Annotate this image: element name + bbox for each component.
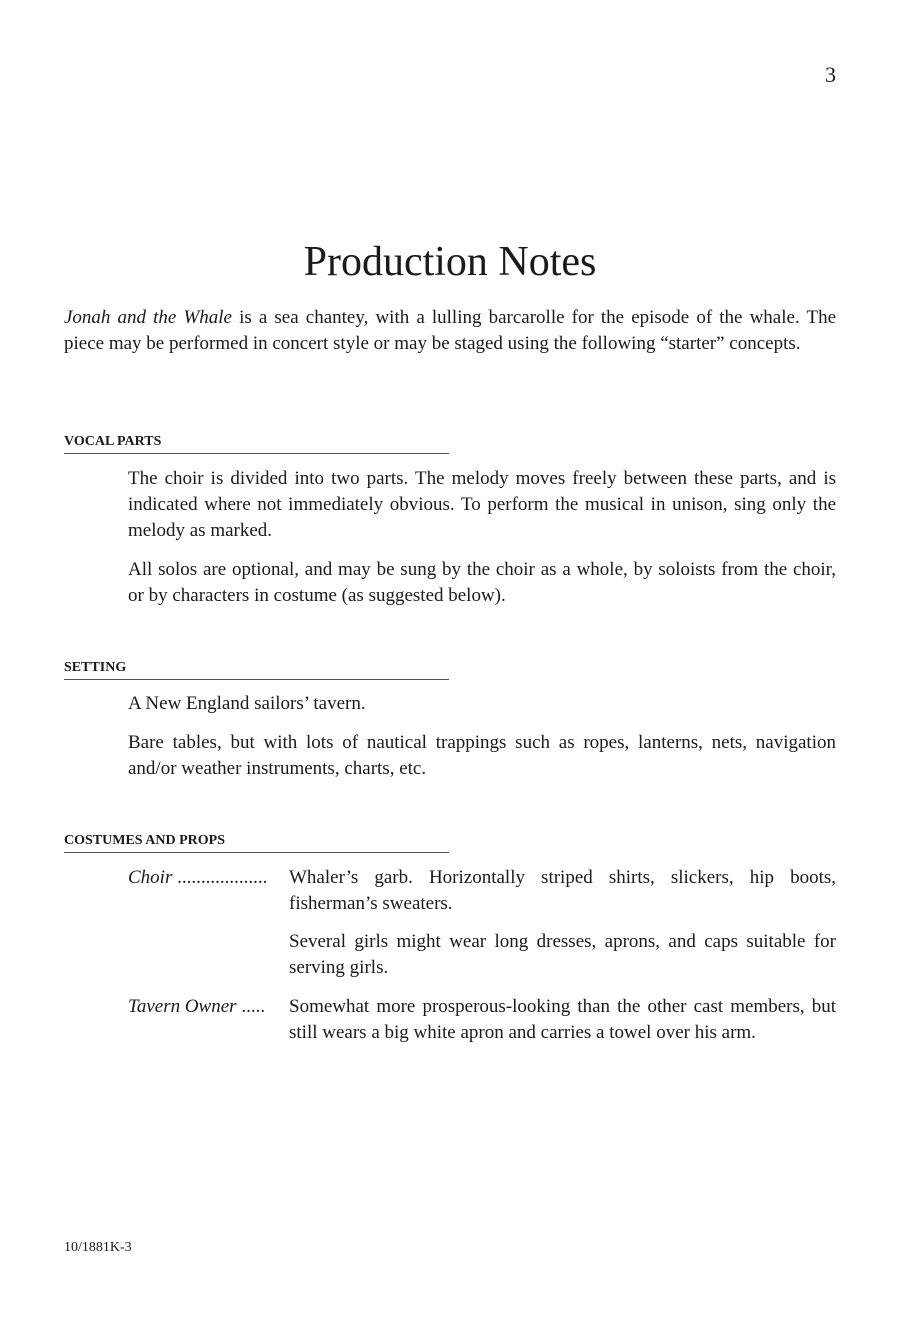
cast-name-tavern-owner — [128, 994, 288, 1020]
setting-heading: SETTING — [64, 660, 449, 680]
page-number: 3 — [825, 62, 836, 87]
intro-paragraph — [64, 305, 836, 357]
catalog-code: 10/1881K-3 — [64, 1240, 132, 1255]
setting-paragraph-1: A New England sailors’ tavern. — [128, 693, 366, 714]
cast-name-choir — [128, 865, 288, 891]
vocal-parts-heading: VOCAL PARTS — [64, 434, 449, 454]
vocal-parts-paragraph-2: All solos are optional, and may be sung by the choir as a whole, by soloists from the choir, or by characters in costume (as suggested below). — [128, 559, 836, 606]
cast-name-label: Tavern Owner — [128, 996, 237, 1017]
choir-description-1: Whaler’s garb. Horizontally striped shirts, slickers, hip boots, fisherman’s sweaters. — [289, 867, 836, 914]
intro-text: is a sea chantey, with a lulling barcarolle for the episode of the whale. The piece may be performed in concert style or may be staged using the following “starter” concepts. — [64, 307, 836, 354]
setting-paragraph-2: Bare tables, but with lots of nautical trappings such as ropes, lanterns, nets, navigation and/or weather instruments, charts, etc. — [128, 732, 836, 779]
leader-dots: ..... — [236, 996, 266, 1017]
work-title: Jonah and the Whale — [64, 307, 232, 328]
tavern-owner-description: Somewhat more prosperous-looking than the other cast members, but still wears a big white apron and carries a towel over his arm. — [289, 996, 836, 1043]
cast-name-label: Choir — [128, 867, 173, 888]
choir-description-2: Several girls might wear long dresses, aprons, and caps suitable for serving girls. — [289, 931, 836, 978]
costumes-heading: COSTUMES AND PROPS — [64, 833, 449, 853]
leader-dots: ................... — [172, 867, 268, 888]
vocal-parts-paragraph-1: The choir is divided into two parts. The melody moves freely between these parts, and is indicated where not immediately obvious. To perform the musical in unison, sing only the melody as marked. — [128, 468, 836, 541]
page-title: Production Notes — [303, 239, 597, 285]
